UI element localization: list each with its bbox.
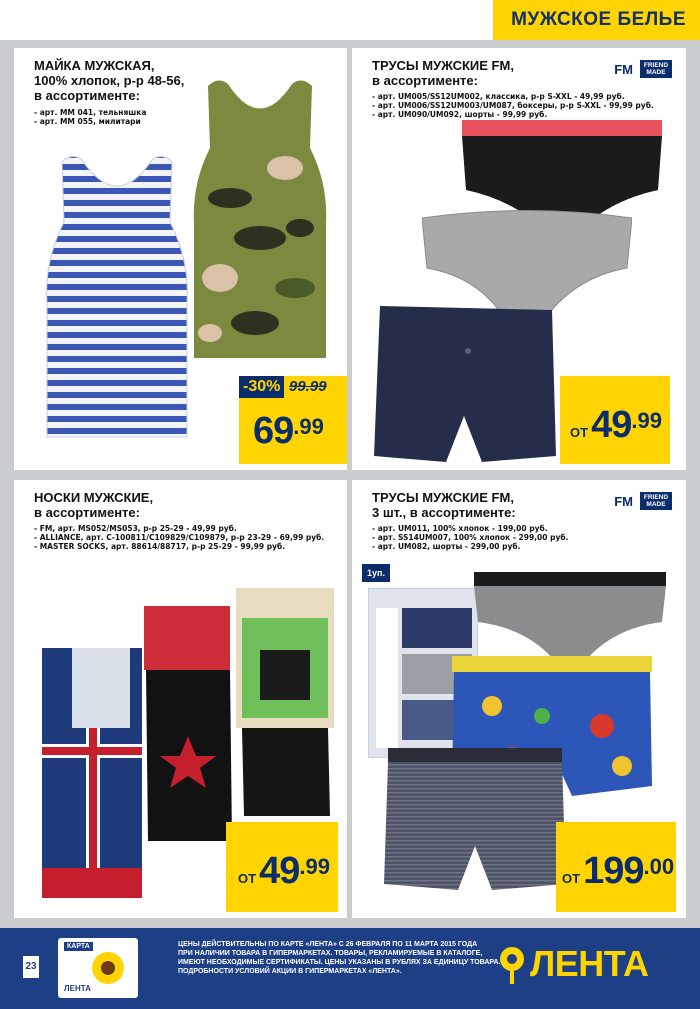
brand-logo: FM FRIEND MADE: [611, 492, 672, 510]
brand-logo: FM FRIEND MADE: [611, 60, 672, 78]
product-notes: - арт. UM011, 100% хлопок - 199,00 руб. - арт. SS14UM007, 100% хлопок - 299,00 руб. - арт. UM082, шорты - 299,00 руб.: [372, 524, 569, 551]
flag-socks-image: [42, 648, 142, 898]
pack-badge: 1уп.: [362, 564, 390, 582]
page-number: 23: [23, 956, 39, 978]
price-value: 69.99: [253, 410, 324, 452]
loyalty-card-image: КАРТА ЛЕНТА: [58, 938, 138, 998]
product-notes: - арт. UM005/SS12UM002, классика, р-р S-XXL - 49,99 руб. - арт. UM006/SS12UM003/UM087, боксеры, р-р S-XXL - 99,99 руб. - арт. UM090/UM092, шорты - 99,99 руб.: [372, 92, 654, 119]
product-card-briefs[interactable]: [352, 48, 686, 470]
price-value: ОТ199.00: [562, 850, 675, 892]
category-title: МУЖСКОЕ БЕЛЬЕ: [493, 0, 700, 40]
alliance-socks-image: [140, 606, 240, 846]
footer: [0, 928, 700, 1009]
master-socks-image: [234, 568, 338, 818]
striped-boxers-image: [382, 748, 568, 894]
discount-badge: -30%: [239, 376, 284, 398]
price-tag: [239, 376, 347, 464]
price-tag: [226, 822, 338, 912]
grey-briefs-image: [474, 572, 666, 662]
camo-tank-top-image: [190, 78, 330, 368]
product-title: ТРУСЫ МУЖСКИЕ FM, в ассортименте:: [372, 58, 514, 88]
navy-shorts-image: [372, 306, 557, 466]
product-card-socks[interactable]: [14, 480, 347, 918]
price-value: ОТ49.99: [238, 850, 330, 892]
old-price: 99.99: [289, 378, 327, 395]
sunflower-icon: [88, 948, 128, 988]
striped-tank-top-image: [42, 152, 192, 442]
product-card-briefs-3pack[interactable]: [352, 480, 686, 918]
terms-text: ЦЕНЫ ДЕЙСТВИТЕЛЬНЫ ПО КАРТЕ «ЛЕНТА» С 26 ФЕВРАЛЯ ПО 11 МАРТА 2015 ГОДА ПРИ НАЛИЧИИ ТОВАРА В ГИПЕРМАРКЕТАХ. ТОВАРЫ, РЕКЛАМИРУЕМЫЕ В КАТАЛОГЕ, ИМЕЮТ НЕОБХОДИМЫЕ СЕРТИФИКАТЫ. ЦЕНЫ УКАЗАНЫ В РУБЛЯХ ЗА ЕДИНИЦУ ТОВАРА. ПОДРОБНОСТИ УСЛОВИЙ АКЦИИ В ГИПЕРМАРКЕТАХ «ЛЕНТА».: [178, 941, 501, 975]
sunflower-logo-icon: [494, 944, 530, 984]
price-value: ОТ49.99: [570, 404, 662, 446]
product-card-tanktop[interactable]: [14, 48, 347, 470]
price-tag: [556, 822, 676, 912]
product-notes: - арт. ММ 041, тельняшка - арт. ММ 055, милитари: [34, 108, 147, 126]
product-title: ТРУСЫ МУЖСКИЕ FM, 3 шт., в ассортименте:: [372, 490, 516, 520]
product-title: НОСКИ МУЖСКИЕ, в ассортименте:: [34, 490, 154, 520]
product-title: МАЙКА МУЖСКАЯ, 100% хлопок, р-р 48-56, в ассортименте:: [34, 58, 185, 103]
top-bar: [0, 0, 700, 40]
price-tag: [560, 376, 670, 464]
product-notes: - FM, арт. MS052/MS053, р-р 25-29 - 49,99 руб. - ALLIANCE, арт. С-100811/С109829/С109879, р-р 23-29 - 69,99 руб. - MASTER SOCKS, арт. 88614/88717, р-р 25-29 - 99,99 руб.: [34, 524, 325, 551]
lenta-logo: ЛЕНТА: [494, 944, 649, 984]
